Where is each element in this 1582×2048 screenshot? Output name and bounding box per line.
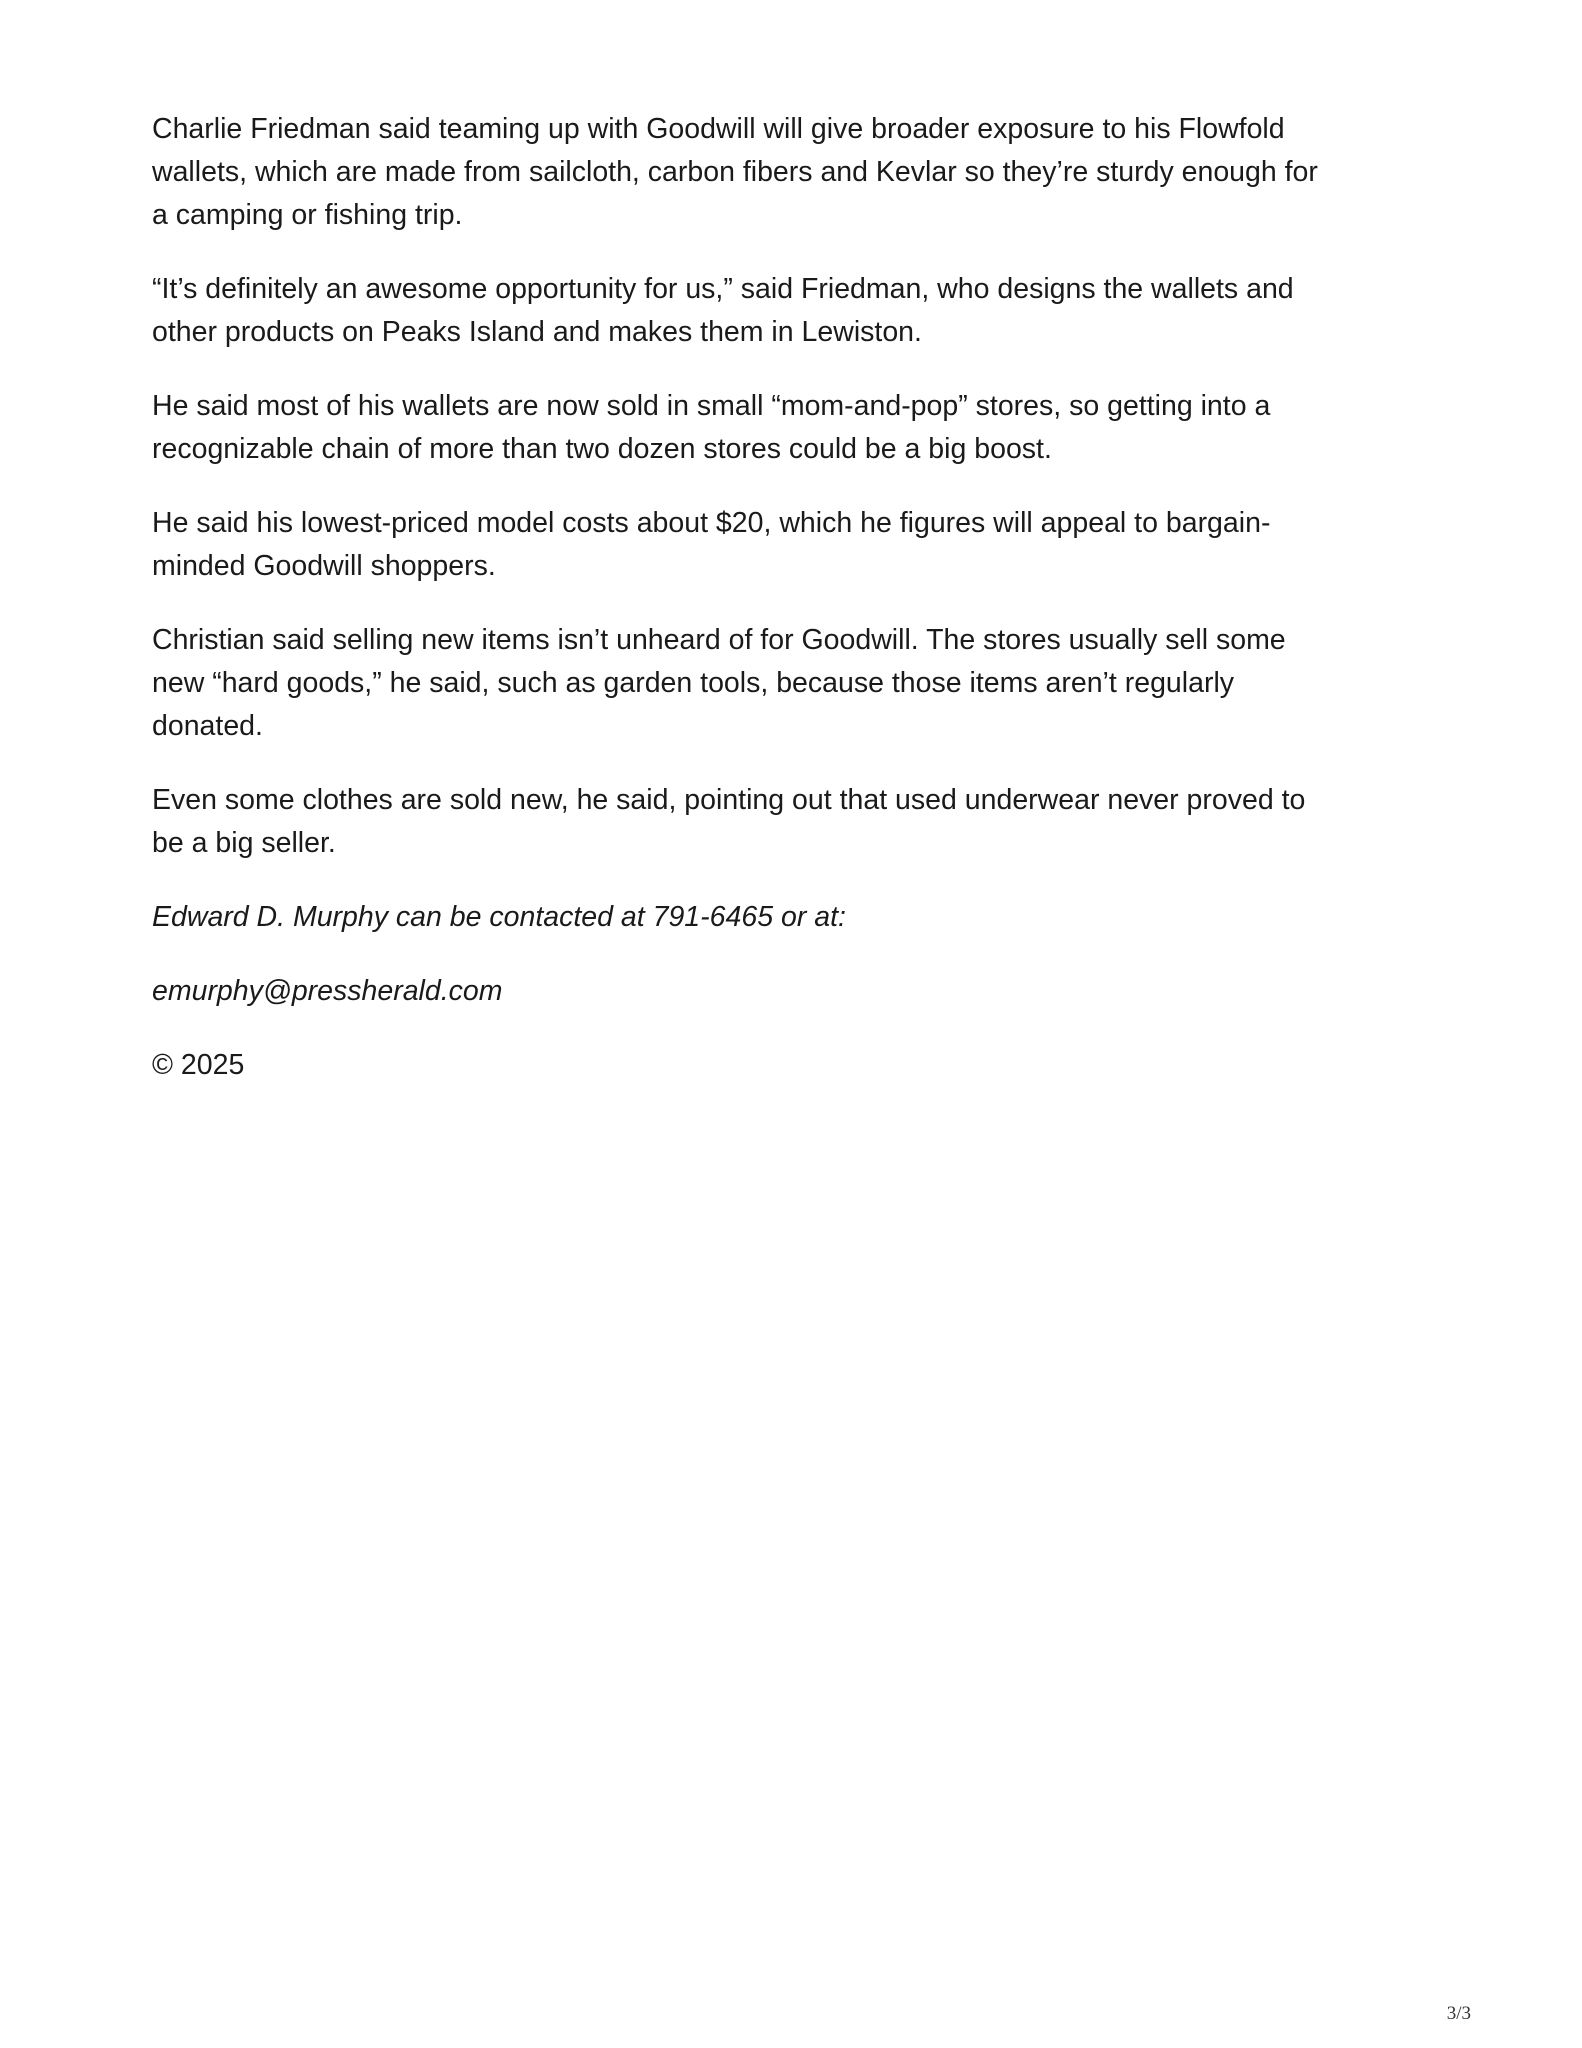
- author-contact-line: Edward D. Murphy can be contacted at 791-6465 or at:: [152, 901, 846, 933]
- article-paragraph-5: Christian said selling new items isn’t unheard of for Goodwill. The stores usually sell some new “hard goods,” he said, such as garden tools, because those items aren’t regularly donated.: [152, 624, 1286, 742]
- article-paragraph-3: He said most of his wallets are now sold in small “mom-and-pop” stores, so getting into a recognizable chain of more than two dozen stores could be a big boost.: [152, 390, 1271, 465]
- author-email: emurphy@pressherald.com: [152, 975, 503, 1007]
- page-number: 3/3: [1446, 2003, 1471, 2024]
- article-paragraph-1: Charlie Friedman said teaming up with Goodwill will give broader exposure to his Flowfold wallets, which are made from sailcloth, carbon fibers and Kevlar so they’re sturdy enough for a camping or fishing trip.: [152, 113, 1318, 231]
- copyright-notice: © 2025: [152, 1049, 245, 1081]
- article-paragraph-6: Even some clothes are sold new, he said, pointing out that used underwear never proved to be a big seller.: [152, 784, 1306, 859]
- article-body: [152, 108, 1452, 1118]
- article-paragraph-2: “It’s definitely an awesome opportunity for us,” said Friedman, who designs the wallets and other products on Peaks Island and makes them in Lewiston.: [152, 273, 1294, 348]
- article-paragraph-4: He said his lowest-priced model costs about $20, which he figures will appeal to bargain- minded Goodwill shoppers.: [152, 507, 1271, 582]
